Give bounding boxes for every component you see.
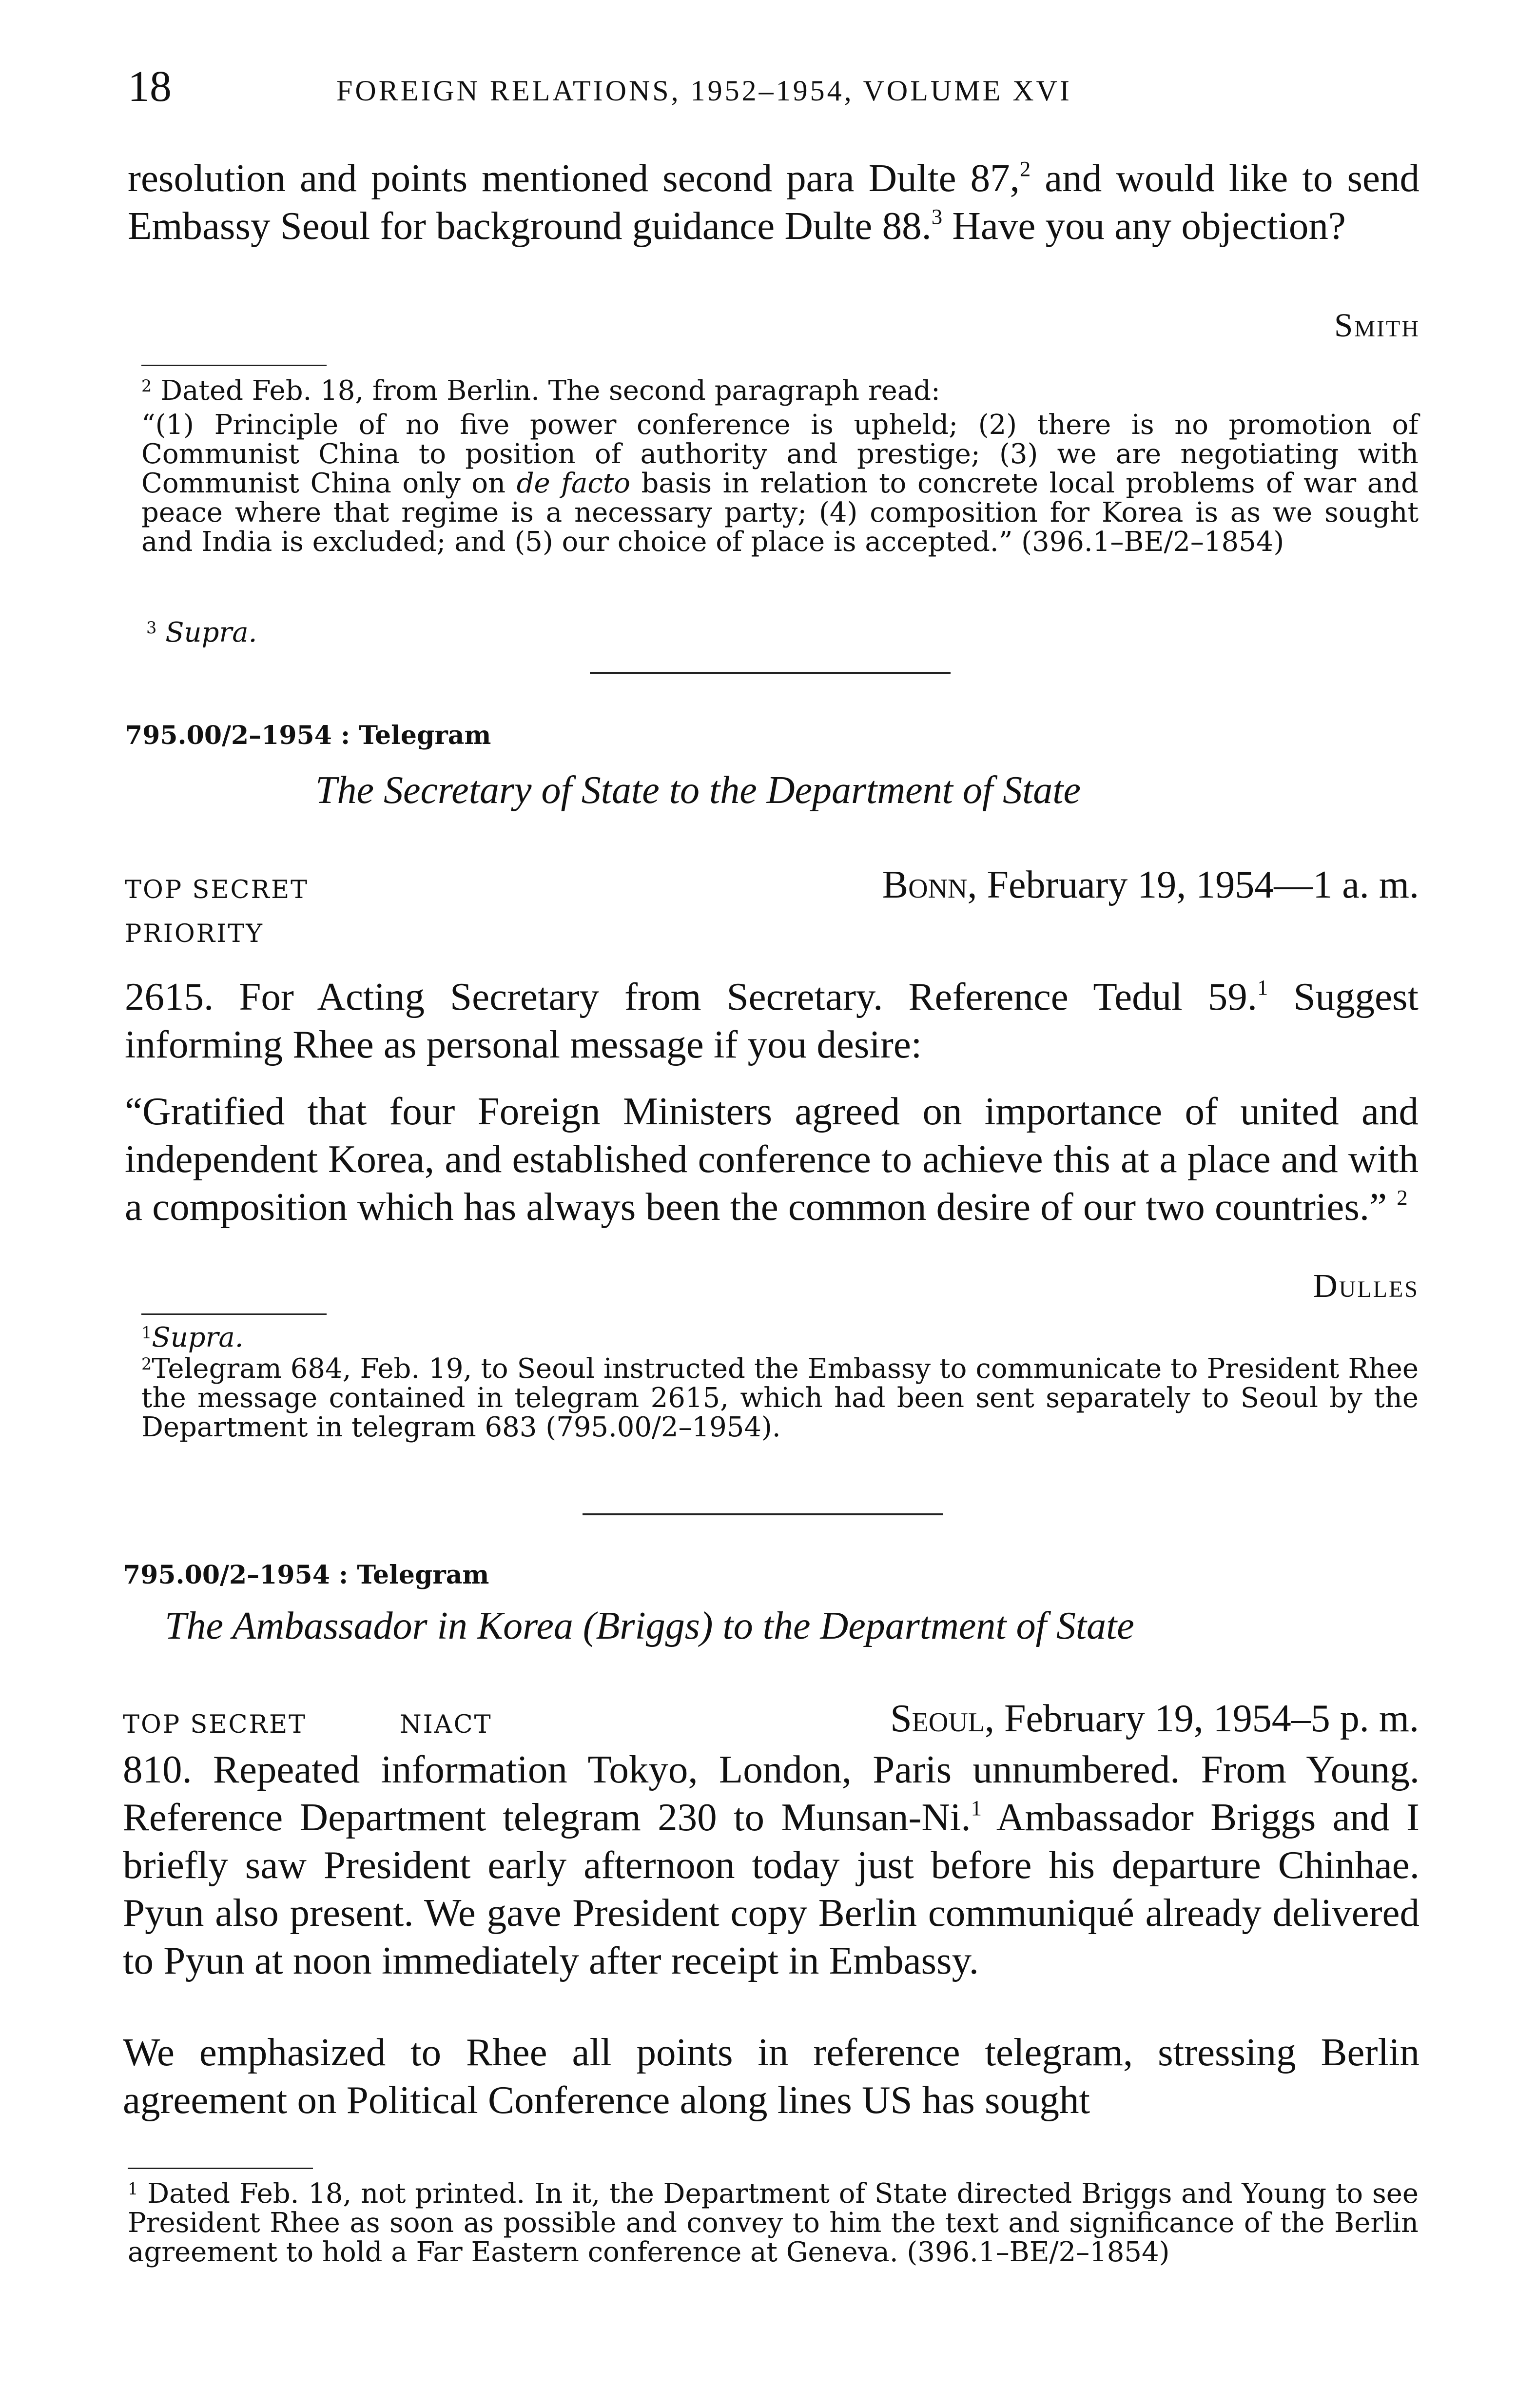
doc1-reference: 795.00/2–1954 : Telegram: [125, 721, 491, 750]
doc2-title-name: Briggs: [596, 1605, 700, 1647]
doc1-classification: TOP SECRET: [125, 876, 309, 904]
doc2-title-text-2: ) to the Department of State: [700, 1605, 1134, 1647]
footnote-2-quote: [141, 411, 1419, 557]
doc2-footnote-1: [128, 2179, 1419, 2267]
doc1-fn1-mark: 1: [141, 1323, 152, 1343]
doc2-para1-text-2: Ambassador Briggs and I briefly saw President early afternoon today just before his departure Chinhae. Pyun also present. We gave President copy Berlin communiqué already delivered to Pyun at noon immediately after receipt in Embassy.: [123, 1795, 1420, 1982]
doc2-paragraph-1: [123, 1745, 1419, 1984]
footnote-2-lead: [141, 376, 1419, 406]
continuation-paragraph: [128, 154, 1419, 250]
footnote-3-mark: 3: [146, 618, 157, 638]
section-divider-2: [583, 1513, 943, 1515]
footnote-2-quote-italic: de facto: [516, 468, 630, 499]
doc2-footnote-ref-1: 1: [971, 1795, 982, 1820]
doc1-fn2-text: Telegram 684, Feb. 19, to Seoul instructed the Embassy to communicate to President Rhee the message contained in telegram 2615, which had been sent separately to Seoul by the Department in telegram 683 (795.00/2–1954).: [141, 1353, 1419, 1443]
doc1-para1-text-2: Suggest informing Rhee as personal message if you desire:: [125, 975, 1419, 1066]
doc2-niact: NIACT: [400, 1710, 492, 1739]
footnote-ref-3: 3: [931, 204, 943, 229]
doc1-footnote-ref-1: 1: [1257, 975, 1268, 999]
doc2-fn1-text: Dated Feb. 18, not printed. In it, the Department of State directed Briggs and Young to see President Rhee as soon as possible and convey to him the text and significance of the Berlin agreement to hold a Far Eastern conference at Geneva. (396.1–BE/2–1854): [128, 2178, 1419, 2268]
doc1-date: , February 19, 1954—1 a. m.: [967, 863, 1419, 906]
doc1-title: The Secretary of State to the Department of State: [315, 769, 1081, 812]
doc1-priority: PRIORITY: [125, 920, 264, 948]
continuation-text-2: and would like to send Embassy Seoul for background guidance Dulte 88.: [128, 156, 1420, 248]
section-divider-1: [590, 672, 951, 674]
footnote-2-mark: 2: [141, 376, 152, 396]
continuation-text-3: Have you any objection?: [942, 204, 1346, 248]
doc1-fn1-text: Supra.: [152, 1322, 244, 1353]
doc2-dateline: [890, 1697, 1419, 1741]
doc1-fn2-mark: 2: [141, 1354, 152, 1374]
doc1-place: Bonn: [882, 863, 968, 906]
doc2-reference: 795.00/2–1954 : Telegram: [123, 1560, 489, 1590]
signature-smith: Smith: [1334, 307, 1420, 344]
doc1-footnote-2: [141, 1354, 1419, 1442]
doc1-paragraph-1: [125, 973, 1419, 1068]
doc2-title-text-1: The Ambassador in Korea (: [165, 1605, 596, 1647]
doc2-fn1-mark: 1: [128, 2179, 138, 2199]
doc2-place: Seoul: [890, 1697, 985, 1740]
doc1-quote-text: “Gratified that four Foreign Ministers agreed on importance of united and independent Korea, and established conference to achieve this at a place and with a composition which has always been the common desire of our two countries.”: [125, 1089, 1419, 1229]
footnote-2-quote-text-2: basis in relation to concrete local problems of war and peace where that regime is a necessary party; (4) composition for Korea is as we sought and India is excluded; and (5) our choice of place is accepted.” (396.1–BE/2–1854): [141, 468, 1419, 558]
footnote-2-lead-text: Dated Feb. 18, from Berlin. The second paragraph read:: [160, 375, 940, 407]
doc2-date: , February 19, 1954–5 p. m.: [984, 1697, 1419, 1740]
doc1-footnote-1: [141, 1323, 629, 1352]
page-number: 18: [128, 62, 172, 111]
doc2-para1-text-1: 810. Repeated information Tokyo, London, Paris unnumbered. From Young. Reference Department telegram 230 to Munsan-Ni.: [123, 1747, 1419, 1839]
footnote-rule: [141, 365, 327, 366]
doc1-quote: [125, 1087, 1419, 1231]
footnote-ref-2: 2: [1019, 156, 1031, 181]
doc1-para1-text-1: 2615. For Acting Secretary from Secretary. Reference Tedul 59.: [125, 975, 1258, 1018]
doc1-footnote-ref-2: 2: [1397, 1185, 1408, 1210]
doc2-classification: TOP SECRET: [123, 1710, 307, 1739]
doc1-footnote-rule: [141, 1313, 327, 1315]
continuation-text-1: resolution and points mentioned second para Dulte 87,: [128, 156, 1020, 200]
signature-dulles: Dulles: [1313, 1267, 1419, 1304]
footnote-2-quote-text-1: “(1) Principle of no five power conference is upheld; (2) there is no promotion of Communist China to position of authority and prestige; (3) we are negotiating with Communist China only on: [141, 409, 1419, 499]
running-title: FOREIGN RELATIONS, 1952–1954, VOLUME XVI: [336, 75, 1072, 107]
doc2-title: [165, 1604, 1134, 1648]
footnote-3-text: Supra.: [165, 617, 257, 648]
footnote-3: [146, 618, 634, 647]
doc2-para2-text: We emphasized to Rhee all points in reference telegram, stressing Berlin agreement on Political Conference along lines US has sought: [123, 2030, 1419, 2122]
doc2-paragraph-2: [123, 2028, 1419, 2124]
doc1-dateline: [882, 863, 1419, 907]
doc2-footnote-rule: [128, 2168, 313, 2169]
